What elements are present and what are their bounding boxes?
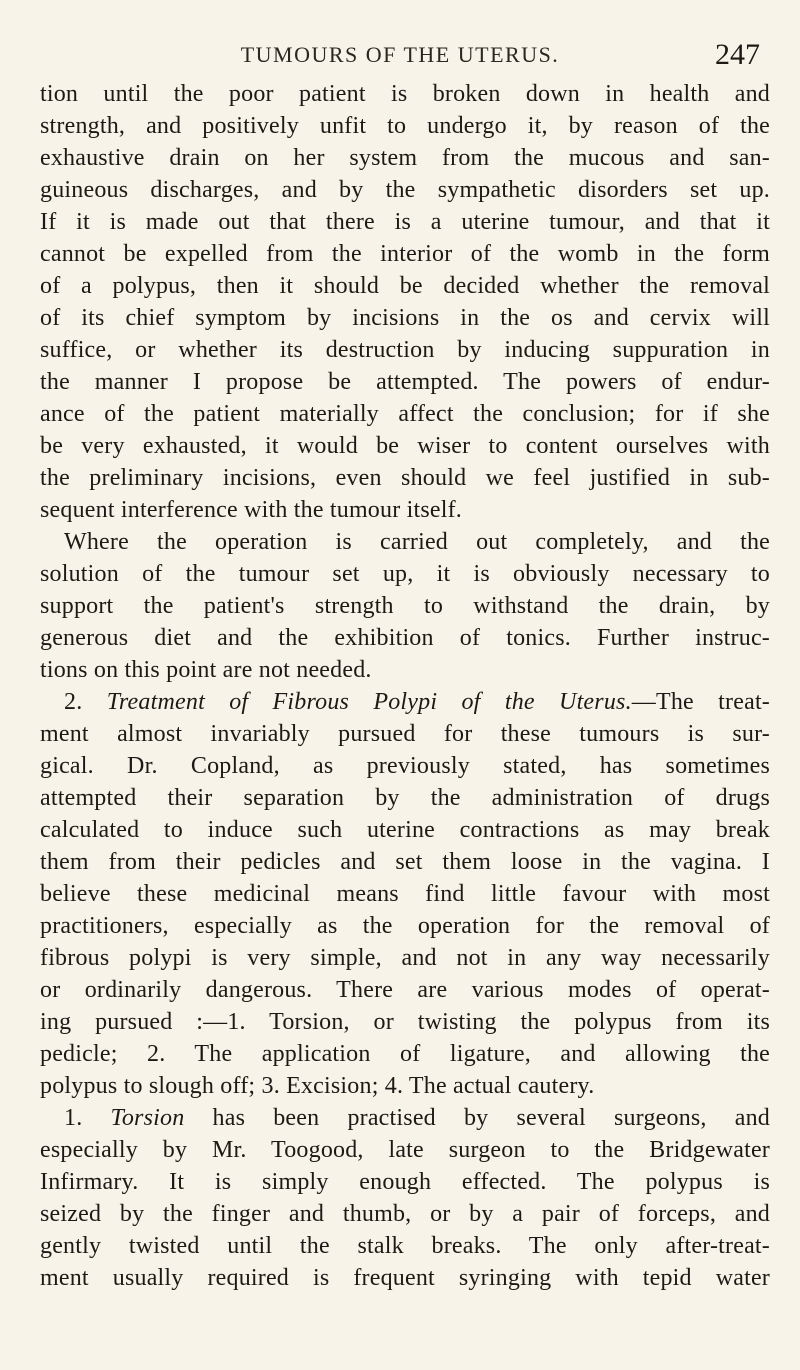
text-line: Where the operation is carried out completely, and the	[64, 529, 770, 555]
text-line: them from their pedicles and set them loose in the vagina. I	[40, 849, 770, 875]
text-line: be very exhausted, it would be wiser to content ourselves with	[40, 433, 770, 459]
text-line: pedicle; 2. The application of ligature, and allowing the	[40, 1041, 770, 1067]
text-line: generous diet and the exhibition of tonics. Further instruc-	[40, 625, 770, 651]
text-line: calculated to induce such uterine contractions as may break	[40, 817, 770, 843]
text-line: Infirmary. It is simply enough effected. The polypus is	[40, 1169, 770, 1195]
text-line: support the patient's strength to withstand the drain, by	[40, 593, 770, 619]
body-text	[40, 78, 770, 1294]
text-line: gently twisted until the stalk breaks. The only after-treat-	[40, 1233, 770, 1259]
section-heading-line	[40, 686, 770, 718]
page-header	[40, 38, 760, 78]
section-number: 2.	[64, 689, 83, 715]
text-line: gical. Dr. Copland, as previously stated, has sometimes	[40, 753, 770, 779]
text-line: cannot be expelled from the interior of the womb in the form	[40, 241, 770, 267]
text-line: of a polypus, then it should be decided whether the removal	[40, 273, 770, 299]
text-line: tion until the poor patient is broken down in health and	[40, 81, 770, 107]
text-line: suffice, or whether its destruction by inducing suppuration in	[40, 337, 770, 363]
text-line: strength, and positively unfit to undergo it, by reason of the	[40, 113, 770, 139]
subsection-term: Torsion	[110, 1105, 185, 1131]
text-line: solution of the tumour set up, it is obviously necessary to	[40, 561, 770, 587]
text-line: tions on this point are not needed.	[40, 657, 372, 683]
text-line: seized by the finger and thumb, or by a pair of forceps, and	[40, 1201, 770, 1227]
text-line: attempted their separation by the administration of drugs	[40, 785, 770, 811]
text-line: fibrous polypi is very simple, and not in any way necessarily	[40, 945, 770, 971]
text-line: If it is made out that there is a uterine tumour, and that it	[40, 209, 770, 235]
page-number: 247	[715, 38, 760, 71]
subsection-number: 1.	[64, 1105, 83, 1131]
text-line: sequent interference with the tumour itself.	[40, 497, 462, 523]
text-line: exhaustive drain on her system from the mucous and san-	[40, 145, 770, 171]
text-line: ing pursued :—1. Torsion, or twisting the polypus from its	[40, 1009, 770, 1035]
text-line: guineous discharges, and by the sympathetic disorders set up.	[40, 177, 770, 203]
text-line: the manner I propose be attempted. The powers of endur-	[40, 369, 770, 395]
text-line: the preliminary incisions, even should we feel justified in sub-	[40, 465, 770, 491]
text-line: especially by Mr. Toogood, late surgeon to the Bridgewater	[40, 1137, 770, 1163]
text-line: ance of the patient materially affect the conclusion; for if she	[40, 401, 770, 427]
subsection-text: has been practised by several surgeons, and	[212, 1105, 770, 1131]
section-title-continuation: —The treat-	[631, 689, 770, 715]
text-line: polypus to slough off; 3. Excision; 4. The actual cautery.	[40, 1073, 595, 1099]
subsection-heading-line	[40, 1102, 770, 1134]
text-line: of its chief symptom by incisions in the os and cervix will	[40, 305, 770, 331]
text-line: believe these medicinal means find little favour with most	[40, 881, 770, 907]
running-head: TUMOURS OF THE UTERUS.	[240, 42, 560, 67]
text-line: ment almost invariably pursued for these tumours is sur-	[40, 721, 770, 747]
section-title: Treatment of Fibrous Polypi of the Uterus.	[106, 689, 632, 715]
text-line: practitioners, especially as the operation for the removal of	[40, 913, 770, 939]
text-line: ment usually required is frequent syringing with tepid water	[40, 1265, 770, 1291]
text-line: or ordinarily dangerous. There are various modes of operat-	[40, 977, 770, 1003]
